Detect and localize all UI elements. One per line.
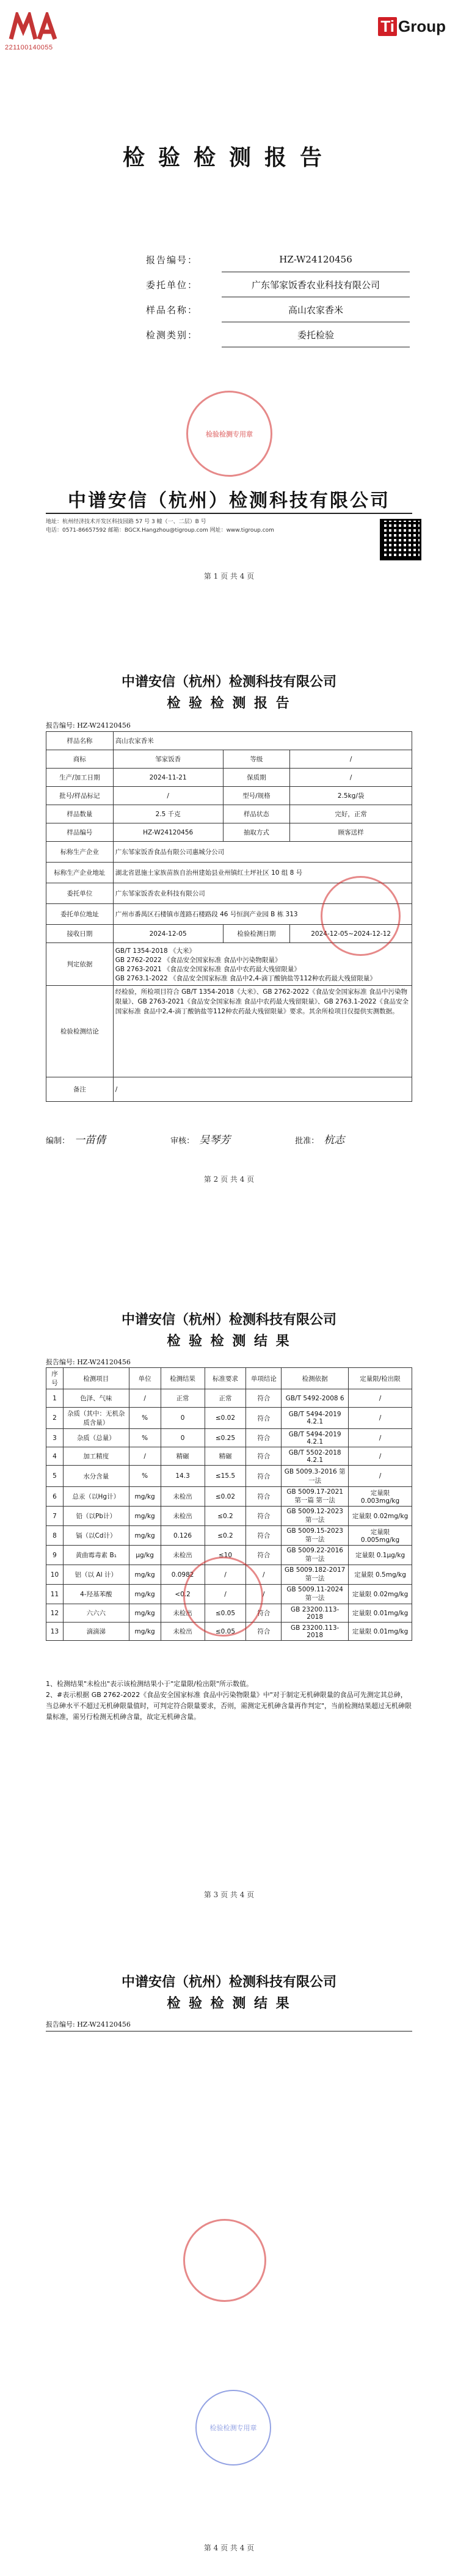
field-label: 检测类别： <box>146 329 198 341</box>
result-cell: 杂质（其中：无机杂质含量） <box>63 1408 129 1429</box>
table-row <box>46 823 412 842</box>
criteria-item: GB 2763.1-2022 《食品安全国家标准 食品中2,4-滴丁酸钠盐等112种农药最大残留限量》 <box>115 974 376 982</box>
result-cell: 定量限 0.01mg/kg <box>349 1623 412 1641</box>
cover-field-row <box>144 322 410 347</box>
result-cell: 5 <box>46 1466 64 1487</box>
result-cell: 符合 <box>246 1466 282 1487</box>
col-header: 单位 <box>129 1368 161 1389</box>
cell-label: 商标 <box>46 750 114 769</box>
table-row <box>46 805 412 823</box>
cell-label: 检验检测日期 <box>223 925 290 943</box>
cell-value: HZ-W24120456 <box>113 823 223 842</box>
result-cell: 0.0982 <box>161 1565 205 1585</box>
cell-label: 批号/样品标记 <box>46 787 114 805</box>
table-row <box>46 787 412 805</box>
signature-label: 审核： <box>170 1137 195 1146</box>
cell-label: 生产/加工日期 <box>46 769 114 787</box>
signature-name: 吴琴芳 <box>199 1134 231 1146</box>
table-row <box>46 1408 412 1429</box>
criteria-item: GB 2762-2022 《食品安全国家标准 食品中污染物限量》 <box>115 956 282 964</box>
page-title: 检 验 检 测 结 果 <box>167 1996 291 2011</box>
result-cell: <0.2 <box>161 1585 205 1604</box>
red-seal <box>186 391 272 477</box>
result-cell: 符合 <box>246 1389 282 1408</box>
result-cell: 9 <box>46 1546 64 1565</box>
result-cell: 正常 <box>161 1389 205 1408</box>
signature-label: 批准： <box>295 1137 319 1146</box>
result-cell: mg/kg <box>129 1526 161 1546</box>
result-cell: 滴滴涕 <box>63 1623 129 1641</box>
result-cell: / <box>349 1447 412 1466</box>
cell-label: 检验检测结论 <box>46 986 114 1077</box>
address-line: 地址：杭州经济技术开发区科技园路 57 号 3 幢（一、二层）B 号 <box>46 519 206 525</box>
result-cell: 定量限 0.02mg/kg <box>349 1585 412 1604</box>
stamp-text: 检验检测专用章 <box>209 2424 257 2432</box>
result-cell: 铅（以Pb计） <box>63 1507 129 1526</box>
result-cell: 2 <box>46 1408 64 1429</box>
divider <box>46 513 412 514</box>
table-row <box>46 1526 412 1546</box>
result-cell: mg/kg <box>129 1585 161 1604</box>
result-cell: μg/kg <box>129 1546 161 1565</box>
tigroup-logo <box>378 17 446 36</box>
address-line: 电话：0571-86657592 邮箱：BGCX.Hangzhou@tigroup.com 网址：www.tigroup.com <box>46 527 274 534</box>
result-cell: 0 <box>161 1429 205 1447</box>
report-number: 报告编号: HZ-W24120456 <box>46 722 131 729</box>
result-cell: mg/kg <box>129 1565 161 1585</box>
field-value: 广东邹家饭香农业科技有限公司 <box>222 272 410 297</box>
table-row <box>46 1429 412 1447</box>
result-cell: 未检出 <box>161 1546 205 1565</box>
result-cell: 定量限 0.005mg/kg <box>349 1526 412 1546</box>
result-cell: 符合 <box>246 1507 282 1526</box>
result-cell: 符合 <box>246 1429 282 1447</box>
seal-text: 检验检测专用章 <box>206 430 253 438</box>
table-row <box>46 1466 412 1487</box>
signature-approver <box>295 1131 411 1146</box>
result-cell: 水分含量 <box>63 1466 129 1487</box>
red-seal <box>183 1557 263 1637</box>
ma-number: 221100140055 <box>5 44 53 51</box>
criteria-item: GB/T 1354-2018 《大米》 <box>115 947 195 955</box>
company-address <box>46 518 274 535</box>
conclusion-cell: 经检验，所检项目符合 GB/T 1354-2018《大米》、GB 2762-2022《食品安全国家标准 食品中污染物限量》、GB 2763-2021《食品安全国家标准 食品中农药最大残留限量》、GB 2763.1-2022《食品安全国家标准 食品中2,4-滴丁酸钠盐等112种农药最大残留限量》要求。其余所检项目仅提供实测数据。 <box>113 986 412 1077</box>
cell-value: / <box>113 1077 412 1102</box>
table-row <box>46 1507 412 1526</box>
result-cell: 铝（以 Al 计） <box>63 1565 129 1585</box>
result-cell: 12 <box>46 1604 64 1623</box>
red-seal <box>321 876 401 956</box>
cell-value: 2.5 千克 <box>113 805 223 823</box>
result-cell: 符合 <box>246 1546 282 1565</box>
result-cell: 定量限 0.01mg/kg <box>349 1604 412 1623</box>
result-cell: 未检出 <box>161 1623 205 1641</box>
cell-value: 邹家饭香 <box>113 750 223 769</box>
table-row <box>46 986 412 1077</box>
signature-label: 编制： <box>46 1137 70 1146</box>
result-cell: 3 <box>46 1429 64 1447</box>
result-cell: 10 <box>46 1565 64 1585</box>
report-number: 报告编号: HZ-W24120456 <box>46 1358 131 1366</box>
page-title: 检 验 检 测 报 告 <box>167 696 291 711</box>
report-page-3 <box>0 1288 458 1932</box>
cover-page <box>0 0 458 644</box>
result-cell: / <box>349 1408 412 1429</box>
field-label: 委托单位： <box>146 279 198 291</box>
table-row <box>46 769 412 787</box>
result-cell: % <box>129 1429 161 1447</box>
result-cell: 11 <box>46 1585 64 1604</box>
result-cell: GB/T 5494-2019 4.2.1 <box>282 1429 349 1447</box>
result-cell: mg/kg <box>129 1604 161 1623</box>
result-cell: GB 5009.182-2017 第一法 <box>282 1565 349 1585</box>
blue-stamp <box>195 2390 271 2466</box>
result-cell: ≤10 <box>205 1546 246 1565</box>
result-cell: / <box>129 1447 161 1466</box>
cell-label: 备注 <box>46 1077 114 1102</box>
result-cell: 色泽、气味 <box>63 1389 129 1408</box>
col-header: 检测结果 <box>161 1368 205 1389</box>
cell-label: 型号/规格 <box>223 787 290 805</box>
result-cell: / <box>205 1565 246 1585</box>
result-cell: 杂质（总量） <box>63 1429 129 1447</box>
qr-code <box>380 519 421 560</box>
result-cell: ≤0.05 <box>205 1623 246 1641</box>
result-cell: 0 <box>161 1408 205 1429</box>
signature-name: 一苗倩 <box>75 1134 106 1146</box>
cell-value: 高山农家香米 <box>113 732 412 750</box>
group-logo-text: Group <box>398 17 446 35</box>
cover-field-row <box>144 247 410 272</box>
table-row <box>46 1487 412 1507</box>
result-cell: 六六六 <box>63 1604 129 1623</box>
page-number: 第 2 页 共 4 页 <box>203 1175 255 1184</box>
result-cell: GB 5009.22-2016 第一法 <box>282 1546 349 1565</box>
page-company: 中谱安信（杭州）检测科技有限公司 <box>121 1312 336 1328</box>
result-cell: 未检出 <box>161 1604 205 1623</box>
signature-compiler <box>46 1131 168 1146</box>
signature-row <box>46 1131 412 1146</box>
result-cell: / <box>129 1389 161 1408</box>
result-cell: / <box>246 1585 282 1604</box>
table-row <box>46 750 412 769</box>
result-cell: 0.126 <box>161 1526 205 1546</box>
result-cell: ≤0.02 <box>205 1408 246 1429</box>
ti-logo-box: Ti <box>378 17 397 36</box>
field-value: 高山农家香米 <box>222 297 410 322</box>
result-cell: ≤0.2 <box>205 1526 246 1546</box>
result-cell: 黄曲霉毒素 B₁ <box>63 1546 129 1565</box>
cell-label: 样品名称 <box>46 732 114 750</box>
ma-logo <box>9 12 59 43</box>
table-row <box>46 1389 412 1408</box>
cell-value: / <box>290 769 412 787</box>
cell-label: 判定依据 <box>46 943 114 986</box>
cell-value: 2024-12-05 <box>113 925 223 943</box>
cell-label: 委托单位地址 <box>46 904 114 925</box>
field-label: 样品名称： <box>146 304 198 316</box>
note-item: 1、检测结果"未检出"表示该检测结果小于"定量限/检出限"所示数值。 <box>46 1680 253 1688</box>
result-cell: 总汞（以Hg计） <box>63 1487 129 1507</box>
result-cell: 6 <box>46 1487 64 1507</box>
criteria-item: GB 2763-2021 《食品安全国家标准 食品中农药最大残留限量》 <box>115 965 300 973</box>
report-number: 报告编号: HZ-W24120456 <box>46 2021 131 2028</box>
result-cell: 4 <box>46 1447 64 1466</box>
cell-value: 2024-11-21 <box>113 769 223 787</box>
col-header: 单项结论 <box>246 1368 282 1389</box>
result-cell: 符合 <box>246 1447 282 1466</box>
cell-value: 2.5kg/袋 <box>290 787 412 805</box>
result-cell: 符合 <box>246 1623 282 1641</box>
result-cell: / <box>205 1585 246 1604</box>
result-cell: GB 5009.17-2021 第一篇 第一法 <box>282 1487 349 1507</box>
result-cell: GB 23200.113-2018 <box>282 1623 349 1641</box>
result-cell: ≤15.5 <box>205 1466 246 1487</box>
result-cell: 8 <box>46 1526 64 1546</box>
col-header: 检测依据 <box>282 1368 349 1389</box>
result-cell: GB 5009.11-2024 第一法 <box>282 1585 349 1604</box>
result-cell: / <box>246 1565 282 1585</box>
company-name: 中谱安信（杭州）检测科技有限公司 <box>68 490 390 512</box>
result-cell: ≤0.05 <box>205 1604 246 1623</box>
table-row <box>46 1447 412 1466</box>
result-cell: 定量限 0.003mg/kg <box>349 1487 412 1507</box>
cover-field-row <box>144 272 410 297</box>
result-cell: mg/kg <box>129 1487 161 1507</box>
result-cell: 符合 <box>246 1604 282 1623</box>
cell-value: 2024-12-05~2024-12-12 <box>290 925 412 943</box>
report-page-4 <box>0 1932 458 2576</box>
result-cell: GB 23200.113-2018 <box>282 1604 349 1623</box>
result-cell: 定量限 0.5mg/kg <box>349 1565 412 1585</box>
col-header: 标准要求 <box>205 1368 246 1389</box>
result-cell: GB/T 5494-2019 4.2.1 <box>282 1408 349 1429</box>
result-cell: ≤0.2 <box>205 1507 246 1526</box>
page-number: 第 3 页 共 4 页 <box>203 1890 255 1899</box>
notes <box>46 1679 412 1723</box>
result-cell: / <box>349 1429 412 1447</box>
page-number: 第 4 页 共 4 页 <box>203 2544 255 2552</box>
col-header: 定量限/检出限 <box>349 1368 412 1389</box>
result-cell: / <box>349 1466 412 1487</box>
result-cell: 未检出 <box>161 1487 205 1507</box>
cell-value: 完好，正常 <box>290 805 412 823</box>
result-cell: 定量限 0.02mg/kg <box>349 1507 412 1526</box>
cell-value: 广州市番禺区石楼镇市莲路石楼路段 46 号恒润产业园 B 栋 313 <box>113 904 412 925</box>
result-cell: 符合 <box>246 1408 282 1429</box>
page-number: 第 1 页 共 4 页 <box>203 572 255 581</box>
cover-field-row <box>144 297 410 322</box>
result-cell: 14.3 <box>161 1466 205 1487</box>
result-cell: 符合 <box>246 1526 282 1546</box>
cell-value: / <box>290 750 412 769</box>
cover-info-table <box>144 247 410 347</box>
cell-label: 样品数量 <box>46 805 114 823</box>
result-cell: ≤0.02 <box>205 1487 246 1507</box>
report-page-2 <box>0 644 458 1288</box>
signature-reviewer <box>170 1131 293 1146</box>
cell-label: 标称生产企业地址 <box>46 863 114 883</box>
result-cell: 定量限 0.1μg/kg <box>349 1546 412 1565</box>
result-cell: / <box>349 1389 412 1408</box>
field-value: HZ-W24120456 <box>222 247 410 272</box>
col-header: 检测项目 <box>63 1368 129 1389</box>
result-cell: 加工精度 <box>63 1447 129 1466</box>
red-seal <box>183 2219 266 2302</box>
result-cell: 精碾 <box>205 1447 246 1466</box>
result-cell: GB 5009.3-2016 第一法 <box>282 1466 349 1487</box>
header-row <box>46 1368 412 1389</box>
result-cell: mg/kg <box>129 1507 161 1526</box>
result-cell: GB/T 5502-2018 4.2.1 <box>282 1447 349 1466</box>
result-cell: 4-羟基苯酸 <box>63 1585 129 1604</box>
table-row <box>46 1077 412 1102</box>
cell-label: 保质期 <box>223 769 290 787</box>
cell-label: 抽取方式 <box>223 823 290 842</box>
cell-label: 样品编号 <box>46 823 114 842</box>
result-cell: GB 5009.15-2023 第一法 <box>282 1526 349 1546</box>
result-cell: 正常 <box>205 1389 246 1408</box>
cell-value: / <box>113 787 223 805</box>
col-header: 序号 <box>46 1368 64 1389</box>
field-value: 委托检验 <box>222 322 410 347</box>
page-company: 中谱安信（杭州）检测科技有限公司 <box>121 1975 336 1990</box>
cell-value: 广东邹家饭香农业科技有限公司 <box>113 883 412 904</box>
result-cell: GB/T 5492-2008 6 <box>282 1389 349 1408</box>
result-cell: 精碾 <box>161 1447 205 1466</box>
report-title: 检验检测报告 <box>122 145 335 170</box>
cell-label: 标称生产企业 <box>46 842 114 863</box>
result-cell: 7 <box>46 1507 64 1526</box>
result-cell: 1 <box>46 1389 64 1408</box>
result-cell: % <box>129 1408 161 1429</box>
note-item: 2、#表示根据 GB 2762-2022《食品安全国家标准 食品中污染物限量》中"对于制定无机砷限量的食品可先测定其总砷，当总砷水平不超过无机砷限量值时，可判定符合限量要求，否则，需测定无机砷含量再作判定"，当前检测结果超过无机砷限量标准，需另行检测无机砷含量，故定无机砷含量。 <box>46 1691 412 1721</box>
cell-value: 顾客送样 <box>290 823 412 842</box>
signature-name: 杭志 <box>324 1134 345 1146</box>
result-cell: ≤0.25 <box>205 1429 246 1447</box>
result-cell: 13 <box>46 1623 64 1641</box>
result-cell: 镉（以Cd计） <box>63 1526 129 1546</box>
field-label: 报告编号： <box>146 254 198 266</box>
result-cell: 符合 <box>246 1487 282 1507</box>
result-cell: GB 5009.12-2023 第一法 <box>282 1507 349 1526</box>
result-cell: 未检出 <box>161 1507 205 1526</box>
cell-label: 委托单位 <box>46 883 114 904</box>
cell-value: 湖北省恩施土家族苗族自治州建始县业州镇红土坪社区 10 组 8 号 <box>113 863 412 883</box>
result-cell: mg/kg <box>129 1623 161 1641</box>
page-company: 中谱安信（杭州）检测科技有限公司 <box>121 675 336 690</box>
table-row <box>46 842 412 863</box>
result-cell: % <box>129 1466 161 1487</box>
page-title: 检 验 检 测 结 果 <box>167 1334 291 1349</box>
cell-label: 样品状态 <box>223 805 290 823</box>
table-row <box>46 732 412 750</box>
cell-label: 接收日期 <box>46 925 114 943</box>
cell-label: 等级 <box>223 750 290 769</box>
cell-value: 广东邹家饭香食品有限公司惠城分公司 <box>113 842 412 863</box>
